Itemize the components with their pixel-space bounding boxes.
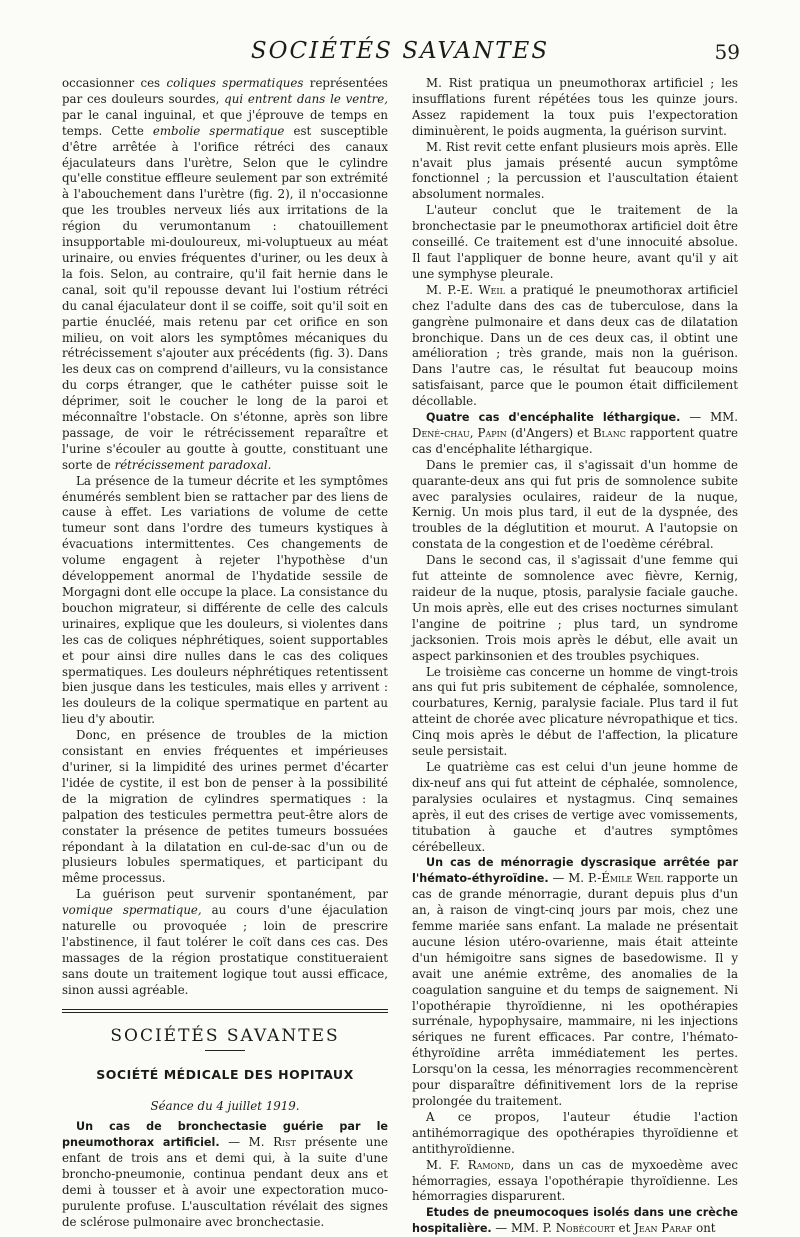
run-name: Weil	[478, 282, 505, 297]
running-head	[60, 38, 740, 68]
run-text: — M. P.-	[548, 871, 602, 886]
run-text: — MM. P.	[491, 1221, 556, 1236]
run-name: Rist	[273, 1135, 296, 1150]
run-name: Émile Weil	[601, 871, 663, 886]
paragraph	[412, 1158, 738, 1206]
paragraph: M. Rist pratiqua un pneumothorax artificiel ; les insufflations furent répétées tous les quinze jours. Assez rapidement la toux puis l'expectoration diminuèrent, le poids augmenta, la guérison survint.	[412, 76, 738, 138]
paragraph: L'auteur conclut que le traitement de la bronchectasie par le pneumothorax artificiel doit être conseillé. Ce traitement est d'une innocuité absolue. Il faut l'appliquer de bonne heure, avant qu'il y ait une symphyse pleurale.	[412, 203, 738, 281]
run-text: ont	[692, 1221, 716, 1236]
run-text: La guérison peut survenir spontanément, par	[76, 887, 388, 902]
run-emphasis: rétrécissement paradoxal.	[114, 457, 272, 472]
society-title: SOCIÉTÉ MÉDICALE DES HOPITAUX	[96, 1067, 354, 1083]
paragraph	[412, 410, 738, 458]
run-text: au cours d'une éjaculation naturelle ou provoquée ; loin de prescrire l'abstinence, il faut tolérer le coït dans ces cas. Des massages de la région prostatique constitueraient sans doute un traitement logique tout aussi efficace, sinon aussi agréable.	[62, 903, 388, 997]
paragraph	[62, 1119, 388, 1230]
paragraph: Le troisième cas concerne un homme de vingt-trois ans qui fut pris subitement de céphalée, somnolence, courbatures, Kernig, paralysie faciale. Plus tard il fut atteint de chorée avec plicature névropathique et tics. Cinq mois après le début de l'affection, la plicature seule persistait.	[412, 664, 738, 759]
run-text: et	[614, 1221, 635, 1236]
run-heading: Quatre cas d'encéphalite léthargique.	[426, 411, 681, 425]
run-text: rapportent quatre cas d'encéphalite léthargique.	[412, 425, 738, 456]
run-name: Jean Paraf	[634, 1221, 693, 1236]
run-text: ,	[469, 425, 478, 440]
run-emphasis: vomique spermatique,	[62, 903, 202, 918]
run-text: M. F.	[426, 1157, 468, 1172]
paragraph	[412, 855, 738, 1110]
run-emphasis: embolie spermatique	[152, 123, 285, 138]
run-text: représentées par ces douleurs sourdes,	[62, 76, 388, 106]
run-name: Nobécourt	[555, 1221, 615, 1236]
run-heading: Etudes de pneumocoques isolés dans une crèche hospitalière.	[412, 1206, 738, 1236]
run-heading: Un cas de ménorragie dyscrasique arrêtée par l'hémato-éthyroïdine.	[412, 856, 738, 886]
run-text: rapporte un cas de grande ménorragie, durant depuis plus d'un an, à raison de vingt-cinq jours par mois, chez une femme mariée sans enfant. La malade ne présentait aucune lésion utéro-ovarienne, mais était atteinte d'un hémigoitre sans signes de basedowisme. Il y avait une anémie extrême, des anomalies de la coagulation sanguine et du temps de saignement. Ni l'opothérapie thyroïdienne, ni les opothérapies surrénale, hypophysaire, mammaire, ni les injections sériques ne furent efficaces. Par contre, l'hémato-éthyroïdine arrêta immédiatement les pertes. Lorsqu'on la cessa, les ménorragies recommencèrent pour disparaître définitivement lors de la reprise prolongée du traitement.	[412, 871, 739, 1108]
session-date: Séance du 4 juillet 1919.	[150, 1099, 300, 1114]
run-text: , dans un cas de myxoedème avec hémorragies, essaya l'opothérapie thyroïdienne. Les hémorragies disparurent.	[412, 1157, 738, 1204]
paragraph	[62, 887, 388, 998]
run-text: M. P.-E.	[426, 282, 479, 297]
run-name: Ramond	[467, 1157, 511, 1172]
paragraph: Donc, en présence de troubles de la miction consistant en envies fréquentes et impérieuses d'uriner, si la limpidité des urines permet d'écarter l'idée de cystite, il est bon de penser à la possibilité de la migration de cylindres spermatiques : la palpation des testicules permettra peut-être alors de constater la présence de petites tumeurs bossuées répondant à la dilatation en cul-de-sac d'un ou de plusieurs lobules spermatiques, et participant du même processus.	[62, 728, 388, 886]
paragraph: A ce propos, l'auteur étudie l'action antihémorragique des opothérapies thyroïdienne et antithyroïdienne.	[412, 1109, 738, 1156]
running-title: SOCIÉTÉS SAVANTES	[250, 38, 550, 64]
section-divider	[62, 1009, 388, 1013]
paragraph: Dans le second cas, il s'agissait d'une femme qui fut atteinte de somnolence avec fièvre, Kernig, raideur de la nuque, ptosis, paralysie faciale gauche. Un mois après, elle eut des crises nocturnes simulant l'angine de poitrine ; plus tard, un syndrome jacksonien. Trois mois après le début, elle avait un aspect parkinsonien et des troubles psychiques.	[412, 553, 738, 663]
run-name: Blanc	[592, 425, 626, 440]
run-text: — MM.	[680, 410, 738, 425]
run-text: occasionner ces	[62, 76, 167, 90]
section-title: SOCIÉTÉS SAVANTES	[110, 1025, 340, 1046]
run-emphasis: qui entrent dans le ventre,	[224, 91, 388, 106]
paragraph	[412, 1205, 738, 1237]
run-text: a pratiqué le pneumothorax artificiel chez l'adulte dans des cas de tuberculose, dans la gangrène pulmonaire et dans deux cas de dilatation bronchique. Dans un de ces deux cas, il obtint une amélioration ; très grande, mais non la guérison. Dans l'autre cas, le résultat fut beaucoup moins satisfaisant, parce que le poumon était difficilement décollable.	[412, 282, 738, 409]
paragraph: M. Rist revit cette enfant plusieurs mois après. Elle n'avait plus jamais présenté aucun symptôme fonctionnel ; la percussion et l'auscultation étaient absolument normales.	[412, 139, 738, 202]
run-text: présente une enfant de trois ans et demi qui, à la suite d'une broncho-pneumonie, continua pendant deux ans et demi à tousser et à avoir une expectoration muco-purulente profuse. L'auscultation révélait des signes de sclérose pulmonaire avec bronchectasie.	[62, 1135, 388, 1229]
page-number: 59	[714, 40, 740, 64]
run-name: Dené-chau	[412, 425, 470, 440]
run-name: Papin	[477, 425, 507, 440]
paragraph	[412, 283, 738, 410]
run-text: — M.	[219, 1135, 274, 1150]
left-column	[62, 76, 388, 1231]
run-heading: Un cas de bronchectasie guérie par le pneumothorax artificiel.	[62, 1120, 388, 1150]
paragraph: La présence de la tumeur décrite et les symptômes énumérés semblent bien se rattacher par des liens de cause à effet. Les variations de volume de cette tumeur sont dans l'ordre des tumeurs kystiques à évacuations intermittentes. Ces changements de volume engagent à rejeter l'hypothèse d'un développement anormal de l'hydatide sessile de Morgagni dont elle occupe la place. La consistance du bouchon migrateur, si différente de celle des calculs urinaires, explique que les douleurs, si violentes dans les cas de coliques néphrétiques, soient supportables et pour ainsi dire nulles dans le cas des coliques spermatiques. Les douleurs néphrétiques retentissent bien jusque dans les testicules, mais elles y arrivent : les douleurs de la colique spermatique en partent au lieu d'y aboutir.	[62, 473, 388, 727]
run-text: par le canal inguinal, et que j'éprouve de temps en temps. Cette	[62, 107, 388, 138]
short-rule	[205, 1050, 245, 1051]
paragraph: Le quatrième cas est celui d'un jeune homme de dix-neuf ans qui fut atteint de céphalée, somnolence, paralysies oculaires et nystagmus. Cinq semaines après, il eut des crises de vertige avec vomissements, titubation à gauche et d'autres symptômes cérébelleux.	[412, 759, 738, 854]
run-emphasis: coliques spermatiques	[166, 76, 304, 90]
run-text: est susceptible d'être arrêtée à l'orifice rétréci des canaux éjaculateurs dans l'urètre, Selon que le cylindre qu'elle constitue effleure seulement par son extrémité à l'abouchement dans l'urètre (fig. 2), il n'occasionne que les troubles nerveux liés aux irritations de la région du verumontanum : chatouillement insupportable mi-douloureux, mi-voluptueux au méat urinaire, ou envies fréquentes d'uriner, ou les deux à la fois. Selon, au contraire, qu'il fait hernie dans le canal, soit qu'il repousse devant lui l'ostium rétréci du canal éjaculateur dont il se coiffe, soit qu'il soit en partie énucléé, mais retenu par cet orifice en son milieu, on voit alors les symptômes mécaniques du rétrécissement s'ajouter aux précédents (fig. 3). Dans les deux cas on comprend d'ailleurs, vu la consistance du corps étranger, que le cathéter puisse soit le déprimer, soit le coucher le long de la paroi et méconnaître l'obstacle. On s'étonne, après son libre passage, de voir le rétrécissement reparaître et l'urine s'écouler au goutte à goutte, constituant une sorte de	[62, 123, 388, 472]
paragraph	[62, 76, 388, 474]
paragraph: Dans le premier cas, il s'agissait d'un homme de quarante-deux ans qui fut pris de somnolence subite avec paralysies oculaires, raideur de la nuque, Kernig. Un mois plus tard, il eut de la dyspnée, des troubles de la déglutition et mourut. A l'autopsie on constata de la congestion et de l'oedème cérébral.	[412, 457, 738, 552]
right-column	[412, 76, 738, 1237]
run-text: (d'Angers) et	[506, 425, 593, 440]
